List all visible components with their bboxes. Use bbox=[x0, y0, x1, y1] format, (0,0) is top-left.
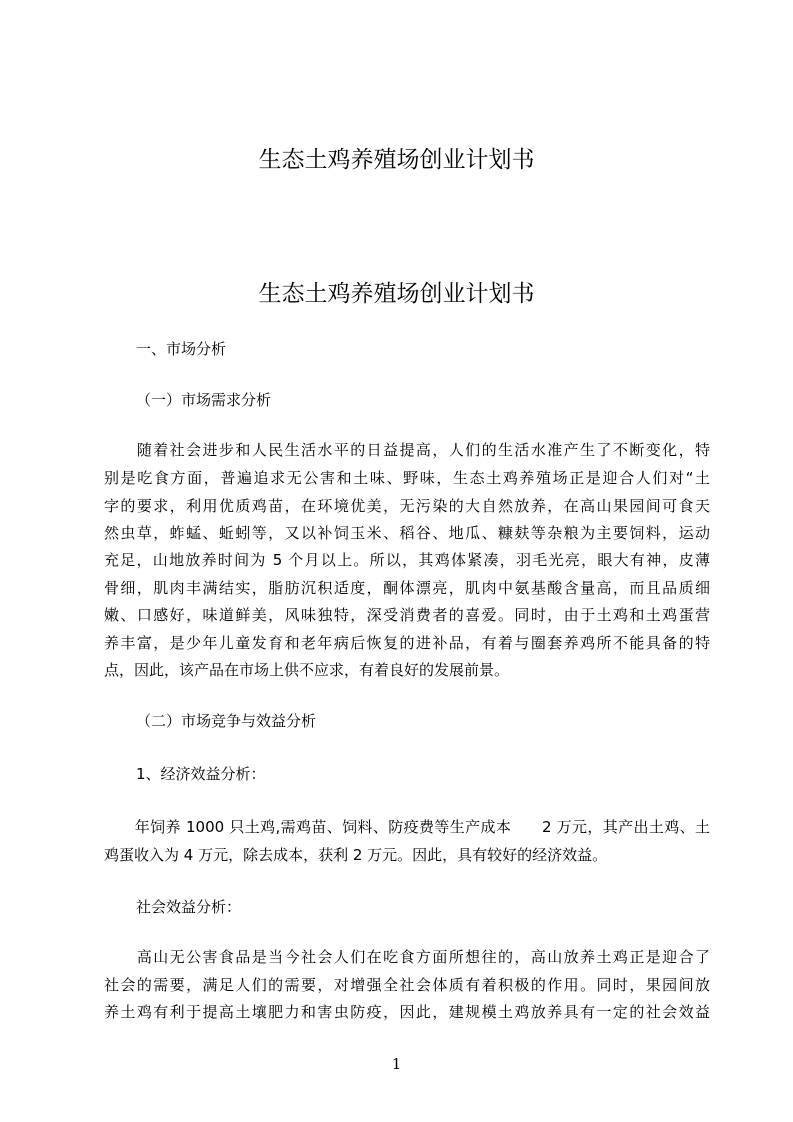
paragraph-line: 高山无公害食品是当今社会人们在吃食方面所想往的，高山放养土鸡正是迎合了 bbox=[104, 948, 710, 966]
paragraph-line: 养丰富，是少年儿童发育和老年病后恢复的进补品，有着与圈套养鸡所不能具备的特 bbox=[104, 634, 710, 652]
page-number: 1 bbox=[391, 1055, 402, 1073]
paragraph-line: 鸡蛋收入为 4 万元，除去成本，获利 2 万元。因此，具有较好的经济效益。 bbox=[104, 846, 608, 864]
paragraph-line: 嫩、口感好，味道鲜美，风味独特，深受消费者的喜爱。同时，由于土鸡和土鸡蛋营 bbox=[104, 606, 710, 624]
paragraph-line: 点，因此，该产品在市场上供不应求，有着良好的发展前景。 bbox=[104, 661, 510, 679]
paragraph-line: 年饲养 1000 只土鸡,需鸡苗、饲料、防疫费等生产成本 2 万元，其产出土鸡、土 bbox=[104, 818, 710, 836]
paragraph-line: 社会的需要，满足人们的需要，对增强全社会体质有着积极的作用。同时，果园间放 bbox=[104, 976, 710, 994]
paragraph-line: 充足，山地放养时间为 5 个月以上。所以，其鸡体紧凑，羽毛光亮，眼大有神，皮薄 bbox=[104, 551, 710, 569]
paragraph-line: 然虫草，蚱蜢、蚯蚓等，又以补饲玉米、稻谷、地瓜、糠麸等杂粮为主要饲料，运动 bbox=[104, 524, 710, 542]
paragraph-line: 别是吃食方面，普遍追求无公害和土味、野味，生态土鸡养殖场正是迎合人们对“土 bbox=[104, 469, 710, 487]
document-title: 生态土鸡养殖场创业计划书 bbox=[258, 147, 535, 173]
paragraph-line: 随着社会进步和人民生活水平的日益提高，人们的生活水准产生了不断变化，特 bbox=[104, 441, 710, 459]
section-heading-market-analysis: 一、市场分析 bbox=[136, 340, 227, 358]
paragraph-line: 养土鸡有利于提高土壤肥力和害虫防疫，因此，建规模土鸡放养具有一定的社会效益 bbox=[104, 1003, 710, 1021]
item-heading-economic: 1、经济效益分析： bbox=[136, 765, 266, 783]
paragraph-line: 骨细，肌肉丰满结实，脂肪沉积适度，酮体漂亮，肌肉中氨基酸含量高，而且品质细 bbox=[104, 579, 710, 597]
subsection-heading-competition: （二）市场竞争与效益分析 bbox=[136, 712, 317, 730]
paragraph-line: 字的要求，利用优质鸡苗，在环境优美，无污染的大自然放养，在高山果园间可食天 bbox=[104, 497, 710, 515]
subsection-heading-demand: （一）市场需求分析 bbox=[136, 391, 272, 409]
item-heading-social: 社会效益分析： bbox=[136, 898, 242, 916]
document-title-repeat: 生态土鸡养殖场创业计划书 bbox=[258, 281, 535, 307]
